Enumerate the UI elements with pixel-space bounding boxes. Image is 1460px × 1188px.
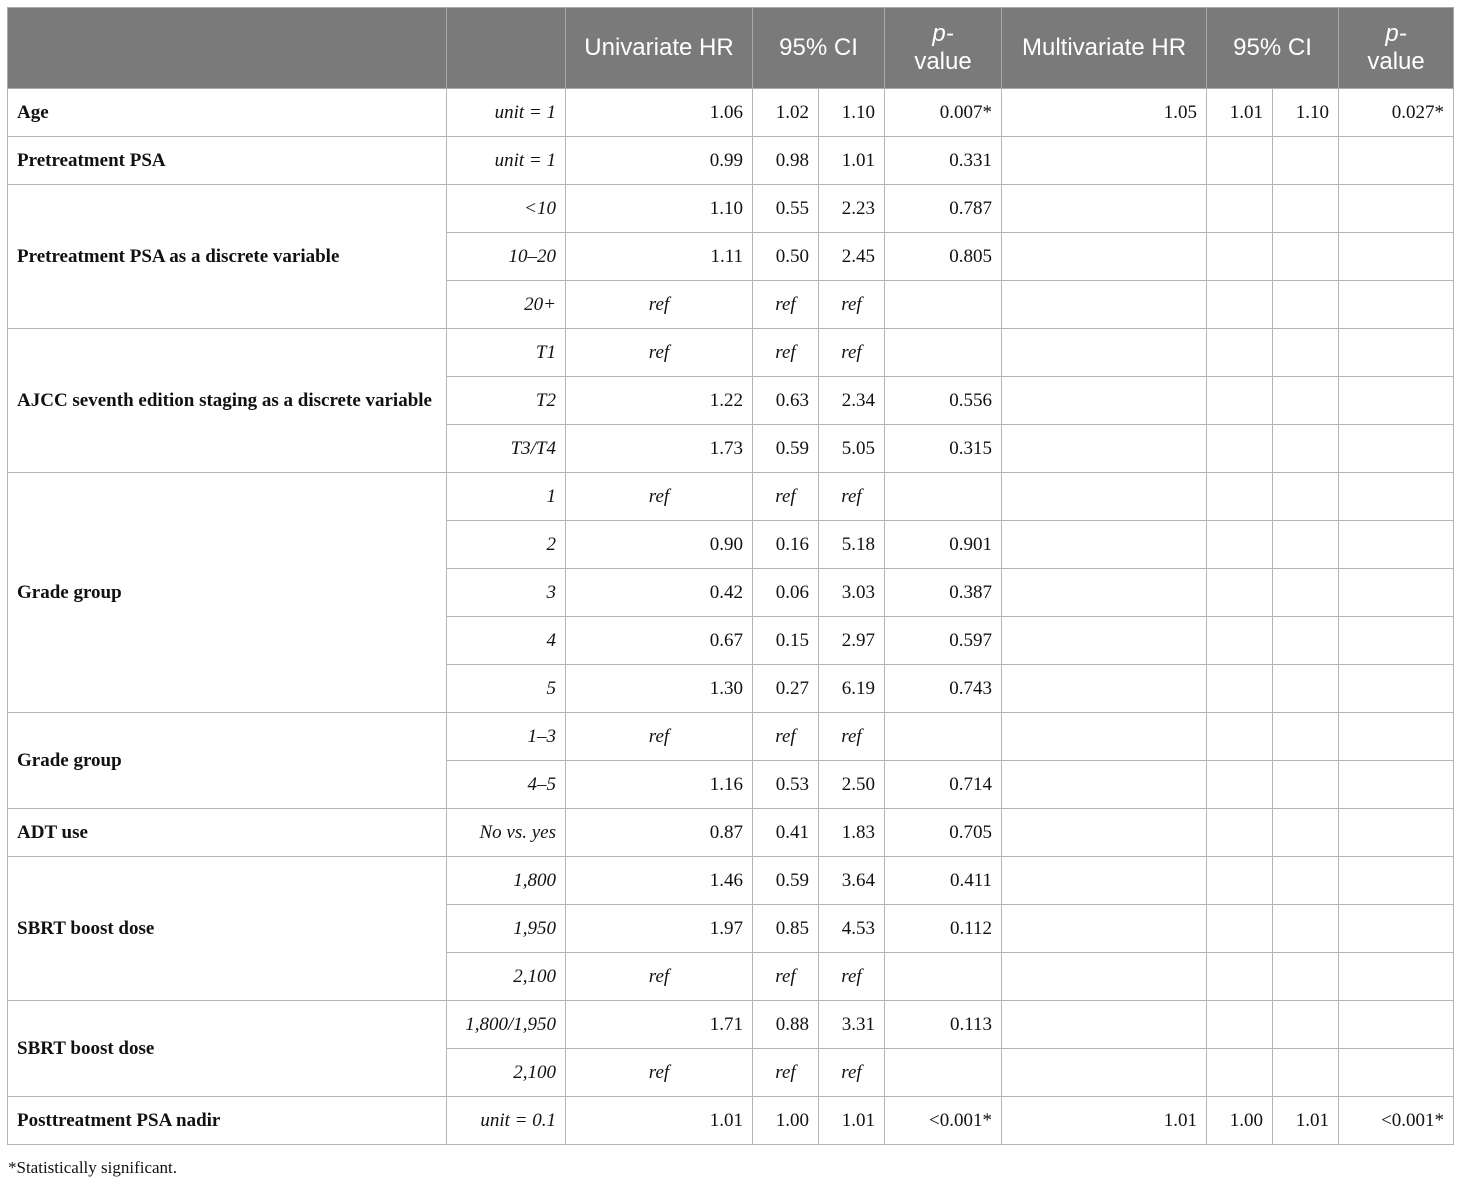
subgroup-cell: 1,950: [447, 905, 566, 953]
multivariate-p-cell: <0.001*: [1339, 1097, 1454, 1145]
table-row: [8, 473, 1454, 521]
univariate-p-cell: 0.112: [885, 905, 1002, 953]
multivariate-ci-high-cell: [1273, 425, 1339, 473]
header-univariate-ci: 95% CI: [753, 8, 885, 89]
multivariate-p-cell: [1339, 1001, 1454, 1049]
subgroup-cell: 2: [447, 521, 566, 569]
multivariate-hr-cell: [1002, 617, 1207, 665]
univariate-p-cell: [885, 473, 1002, 521]
univariate-ci-low-cell: ref: [753, 329, 819, 377]
multivariate-ci-low-cell: [1207, 1049, 1273, 1097]
multivariate-p-cell: [1339, 905, 1454, 953]
multivariate-hr-cell: [1002, 953, 1207, 1001]
multivariate-ci-low-cell: [1207, 281, 1273, 329]
univariate-ci-high-cell: 2.34: [819, 377, 885, 425]
table-row: [8, 137, 1454, 185]
multivariate-hr-cell: [1002, 521, 1207, 569]
univariate-p-cell: 0.113: [885, 1001, 1002, 1049]
multivariate-ci-low-cell: [1207, 329, 1273, 377]
univariate-ci-high-cell: ref: [819, 281, 885, 329]
univariate-hr-cell: 1.97: [566, 905, 753, 953]
multivariate-hr-cell: [1002, 1049, 1207, 1097]
subgroup-cell: T1: [447, 329, 566, 377]
multivariate-ci-low-cell: [1207, 377, 1273, 425]
table-row: [8, 857, 1454, 905]
multivariate-p-cell: [1339, 665, 1454, 713]
multivariate-hr-cell: [1002, 377, 1207, 425]
univariate-ci-low-cell: ref: [753, 281, 819, 329]
multivariate-ci-low-cell: [1207, 905, 1273, 953]
univariate-hr-cell: ref: [566, 473, 753, 521]
univariate-ci-low-cell: ref: [753, 953, 819, 1001]
header-univariate-p: [885, 8, 1002, 89]
multivariate-ci-high-cell: [1273, 1049, 1339, 1097]
header-multivariate-p: [1339, 8, 1454, 89]
univariate-ci-low-cell: 1.00: [753, 1097, 819, 1145]
variable-label: Pretreatment PSA as a discrete variable: [8, 185, 447, 329]
univariate-ci-low-cell: 0.16: [753, 521, 819, 569]
subgroup-cell: 4–5: [447, 761, 566, 809]
multivariate-p-cell: [1339, 281, 1454, 329]
univariate-hr-cell: 1.16: [566, 761, 753, 809]
multivariate-p-cell: [1339, 569, 1454, 617]
univariate-ci-high-cell: 2.45: [819, 233, 885, 281]
multivariate-p-cell: [1339, 329, 1454, 377]
header-p-italic: p-: [932, 20, 954, 47]
multivariate-ci-low-cell: [1207, 953, 1273, 1001]
univariate-p-cell: 0.387: [885, 569, 1002, 617]
multivariate-ci-low-cell: [1207, 569, 1273, 617]
multivariate-ci-low-cell: [1207, 425, 1273, 473]
subgroup-cell: 2,100: [447, 953, 566, 1001]
subgroup-cell: No vs. yes: [447, 809, 566, 857]
multivariate-ci-low-cell: [1207, 761, 1273, 809]
multivariate-ci-high-cell: [1273, 233, 1339, 281]
univariate-hr-cell: 0.99: [566, 137, 753, 185]
multivariate-ci-high-cell: [1273, 713, 1339, 761]
univariate-ci-low-cell: 0.55: [753, 185, 819, 233]
results-table: [7, 7, 1454, 1145]
subgroup-cell: <10: [447, 185, 566, 233]
header-p-value-word: value: [914, 48, 972, 75]
variable-label: SBRT boost dose: [8, 1001, 447, 1097]
table-body: [8, 89, 1454, 1145]
multivariate-ci-low-cell: [1207, 665, 1273, 713]
multivariate-ci-high-cell: [1273, 857, 1339, 905]
multivariate-hr-cell: 1.05: [1002, 89, 1207, 137]
header-univariate-hr: Univariate HR: [566, 8, 753, 89]
multivariate-ci-low-cell: [1207, 809, 1273, 857]
header-p-value-word: value: [1367, 48, 1425, 75]
multivariate-hr-cell: [1002, 329, 1207, 377]
multivariate-p-cell: [1339, 521, 1454, 569]
univariate-p-cell: [885, 329, 1002, 377]
univariate-ci-high-cell: ref: [819, 713, 885, 761]
multivariate-ci-low-cell: [1207, 137, 1273, 185]
univariate-hr-cell: 0.87: [566, 809, 753, 857]
multivariate-ci-high-cell: [1273, 185, 1339, 233]
header-multivariate-hr: Multivariate HR: [1002, 8, 1207, 89]
univariate-p-cell: 0.315: [885, 425, 1002, 473]
multivariate-ci-low-cell: [1207, 185, 1273, 233]
univariate-hr-cell: 1.11: [566, 233, 753, 281]
subgroup-cell: unit = 1: [447, 137, 566, 185]
univariate-ci-high-cell: 1.01: [819, 1097, 885, 1145]
univariate-ci-low-cell: ref: [753, 1049, 819, 1097]
multivariate-hr-cell: [1002, 761, 1207, 809]
subgroup-cell: 1,800: [447, 857, 566, 905]
multivariate-hr-cell: [1002, 425, 1207, 473]
table-row: [8, 89, 1454, 137]
univariate-p-cell: 0.007*: [885, 89, 1002, 137]
univariate-ci-high-cell: 3.64: [819, 857, 885, 905]
univariate-p-cell: 0.705: [885, 809, 1002, 857]
multivariate-ci-high-cell: [1273, 809, 1339, 857]
subgroup-cell: 1: [447, 473, 566, 521]
header-multivariate-ci: 95% CI: [1207, 8, 1339, 89]
multivariate-ci-high-cell: 1.10: [1273, 89, 1339, 137]
univariate-ci-low-cell: 0.15: [753, 617, 819, 665]
univariate-hr-cell: 1.71: [566, 1001, 753, 1049]
multivariate-ci-high-cell: [1273, 569, 1339, 617]
univariate-ci-high-cell: 6.19: [819, 665, 885, 713]
multivariate-ci-high-cell: 1.01: [1273, 1097, 1339, 1145]
multivariate-p-cell: [1339, 377, 1454, 425]
variable-label: Posttreatment PSA nadir: [8, 1097, 447, 1145]
multivariate-ci-high-cell: [1273, 905, 1339, 953]
multivariate-ci-low-cell: [1207, 713, 1273, 761]
table-row: [8, 1001, 1454, 1049]
subgroup-cell: 5: [447, 665, 566, 713]
multivariate-hr-cell: [1002, 665, 1207, 713]
multivariate-p-cell: [1339, 137, 1454, 185]
multivariate-ci-high-cell: [1273, 665, 1339, 713]
variable-label: Grade group: [8, 473, 447, 713]
footnote: *Statistically significant.: [8, 1158, 178, 1177]
univariate-p-cell: 0.556: [885, 377, 1002, 425]
univariate-ci-low-cell: ref: [753, 713, 819, 761]
multivariate-ci-low-cell: 1.00: [1207, 1097, 1273, 1145]
multivariate-p-cell: [1339, 761, 1454, 809]
univariate-hr-cell: 1.01: [566, 1097, 753, 1145]
univariate-ci-low-cell: 1.02: [753, 89, 819, 137]
univariate-ci-high-cell: 2.50: [819, 761, 885, 809]
multivariate-ci-low-cell: [1207, 857, 1273, 905]
subgroup-cell: T2: [447, 377, 566, 425]
multivariate-hr-cell: [1002, 473, 1207, 521]
univariate-hr-cell: 0.67: [566, 617, 753, 665]
univariate-p-cell: 0.331: [885, 137, 1002, 185]
multivariate-hr-cell: [1002, 569, 1207, 617]
multivariate-hr-cell: [1002, 137, 1207, 185]
univariate-p-cell: 0.901: [885, 521, 1002, 569]
multivariate-hr-cell: [1002, 809, 1207, 857]
univariate-hr-cell: ref: [566, 329, 753, 377]
univariate-hr-cell: 1.30: [566, 665, 753, 713]
univariate-ci-high-cell: 4.53: [819, 905, 885, 953]
univariate-ci-low-cell: 0.63: [753, 377, 819, 425]
univariate-hr-cell: 1.10: [566, 185, 753, 233]
univariate-hr-cell: ref: [566, 1049, 753, 1097]
univariate-ci-high-cell: 3.31: [819, 1001, 885, 1049]
subgroup-cell: 20+: [447, 281, 566, 329]
variable-label: ADT use: [8, 809, 447, 857]
multivariate-ci-high-cell: [1273, 281, 1339, 329]
multivariate-ci-high-cell: [1273, 473, 1339, 521]
header-row: [8, 8, 1454, 89]
multivariate-p-cell: [1339, 185, 1454, 233]
subgroup-cell: 10–20: [447, 233, 566, 281]
multivariate-ci-high-cell: [1273, 137, 1339, 185]
univariate-ci-high-cell: 1.83: [819, 809, 885, 857]
univariate-p-cell: 0.787: [885, 185, 1002, 233]
univariate-ci-low-cell: 0.50: [753, 233, 819, 281]
table-row: [8, 713, 1454, 761]
multivariate-ci-high-cell: [1273, 953, 1339, 1001]
multivariate-p-cell: 0.027*: [1339, 89, 1454, 137]
univariate-ci-high-cell: 1.10: [819, 89, 885, 137]
multivariate-p-cell: [1339, 713, 1454, 761]
multivariate-hr-cell: [1002, 185, 1207, 233]
univariate-hr-cell: 1.73: [566, 425, 753, 473]
univariate-hr-cell: ref: [566, 713, 753, 761]
multivariate-ci-high-cell: [1273, 1001, 1339, 1049]
univariate-p-cell: [885, 953, 1002, 1001]
multivariate-p-cell: [1339, 809, 1454, 857]
univariate-p-cell: 0.714: [885, 761, 1002, 809]
univariate-hr-cell: 1.06: [566, 89, 753, 137]
subgroup-cell: T3/T4: [447, 425, 566, 473]
univariate-ci-low-cell: 0.85: [753, 905, 819, 953]
variable-label: Pretreatment PSA: [8, 137, 447, 185]
univariate-ci-low-cell: 0.27: [753, 665, 819, 713]
subgroup-cell: 1–3: [447, 713, 566, 761]
univariate-ci-low-cell: 0.06: [753, 569, 819, 617]
univariate-ci-low-cell: 0.53: [753, 761, 819, 809]
multivariate-ci-high-cell: [1273, 521, 1339, 569]
multivariate-hr-cell: [1002, 905, 1207, 953]
univariate-ci-high-cell: ref: [819, 329, 885, 377]
header-variable: [8, 8, 447, 89]
multivariate-ci-high-cell: [1273, 329, 1339, 377]
table-row: [8, 809, 1454, 857]
univariate-p-cell: 0.411: [885, 857, 1002, 905]
univariate-p-cell: [885, 713, 1002, 761]
table-row: [8, 329, 1454, 377]
multivariate-p-cell: [1339, 425, 1454, 473]
multivariate-hr-cell: [1002, 1001, 1207, 1049]
multivariate-p-cell: [1339, 617, 1454, 665]
subgroup-cell: 4: [447, 617, 566, 665]
univariate-p-cell: 0.805: [885, 233, 1002, 281]
multivariate-p-cell: [1339, 953, 1454, 1001]
univariate-hr-cell: 0.42: [566, 569, 753, 617]
univariate-hr-cell: 1.22: [566, 377, 753, 425]
multivariate-p-cell: [1339, 857, 1454, 905]
multivariate-ci-low-cell: [1207, 617, 1273, 665]
header-subgroup: [447, 8, 566, 89]
univariate-p-cell: <0.001*: [885, 1097, 1002, 1145]
multivariate-ci-high-cell: [1273, 617, 1339, 665]
univariate-hr-cell: ref: [566, 953, 753, 1001]
univariate-p-cell: [885, 1049, 1002, 1097]
univariate-ci-high-cell: ref: [819, 1049, 885, 1097]
multivariate-ci-low-cell: [1207, 233, 1273, 281]
subgroup-cell: 2,100: [447, 1049, 566, 1097]
univariate-p-cell: [885, 281, 1002, 329]
univariate-ci-high-cell: 5.18: [819, 521, 885, 569]
multivariate-ci-low-cell: [1207, 473, 1273, 521]
univariate-hr-cell: 0.90: [566, 521, 753, 569]
multivariate-ci-low-cell: [1207, 1001, 1273, 1049]
univariate-ci-high-cell: 3.03: [819, 569, 885, 617]
header-p-italic: p-: [1385, 20, 1407, 47]
multivariate-p-cell: [1339, 1049, 1454, 1097]
univariate-ci-low-cell: ref: [753, 473, 819, 521]
univariate-ci-low-cell: 0.98: [753, 137, 819, 185]
multivariate-ci-high-cell: [1273, 761, 1339, 809]
univariate-hr-cell: 1.46: [566, 857, 753, 905]
univariate-ci-low-cell: 0.59: [753, 857, 819, 905]
variable-label: Grade group: [8, 713, 447, 809]
univariate-p-cell: 0.743: [885, 665, 1002, 713]
multivariate-ci-low-cell: 1.01: [1207, 89, 1273, 137]
univariate-ci-low-cell: 0.88: [753, 1001, 819, 1049]
univariate-ci-high-cell: 2.23: [819, 185, 885, 233]
variable-label: Age: [8, 89, 447, 137]
multivariate-ci-high-cell: [1273, 377, 1339, 425]
univariate-ci-high-cell: ref: [819, 473, 885, 521]
univariate-ci-high-cell: 5.05: [819, 425, 885, 473]
multivariate-ci-low-cell: [1207, 521, 1273, 569]
univariate-p-cell: 0.597: [885, 617, 1002, 665]
subgroup-cell: 1,800/1,950: [447, 1001, 566, 1049]
univariate-hr-cell: ref: [566, 281, 753, 329]
univariate-ci-low-cell: 0.41: [753, 809, 819, 857]
multivariate-hr-cell: [1002, 857, 1207, 905]
table-row: [8, 185, 1454, 233]
variable-label: AJCC seventh edition staging as a discrete variable: [8, 329, 447, 473]
multivariate-hr-cell: [1002, 713, 1207, 761]
univariate-ci-high-cell: 2.97: [819, 617, 885, 665]
multivariate-hr-cell: 1.01: [1002, 1097, 1207, 1145]
multivariate-p-cell: [1339, 233, 1454, 281]
subgroup-cell: 3: [447, 569, 566, 617]
multivariate-hr-cell: [1002, 281, 1207, 329]
multivariate-hr-cell: [1002, 233, 1207, 281]
subgroup-cell: unit = 0.1: [447, 1097, 566, 1145]
variable-label: SBRT boost dose: [8, 857, 447, 1001]
univariate-ci-high-cell: 1.01: [819, 137, 885, 185]
multivariate-p-cell: [1339, 473, 1454, 521]
univariate-ci-low-cell: 0.59: [753, 425, 819, 473]
univariate-ci-high-cell: ref: [819, 953, 885, 1001]
subgroup-cell: unit = 1: [447, 89, 566, 137]
table-row: [8, 1097, 1454, 1145]
